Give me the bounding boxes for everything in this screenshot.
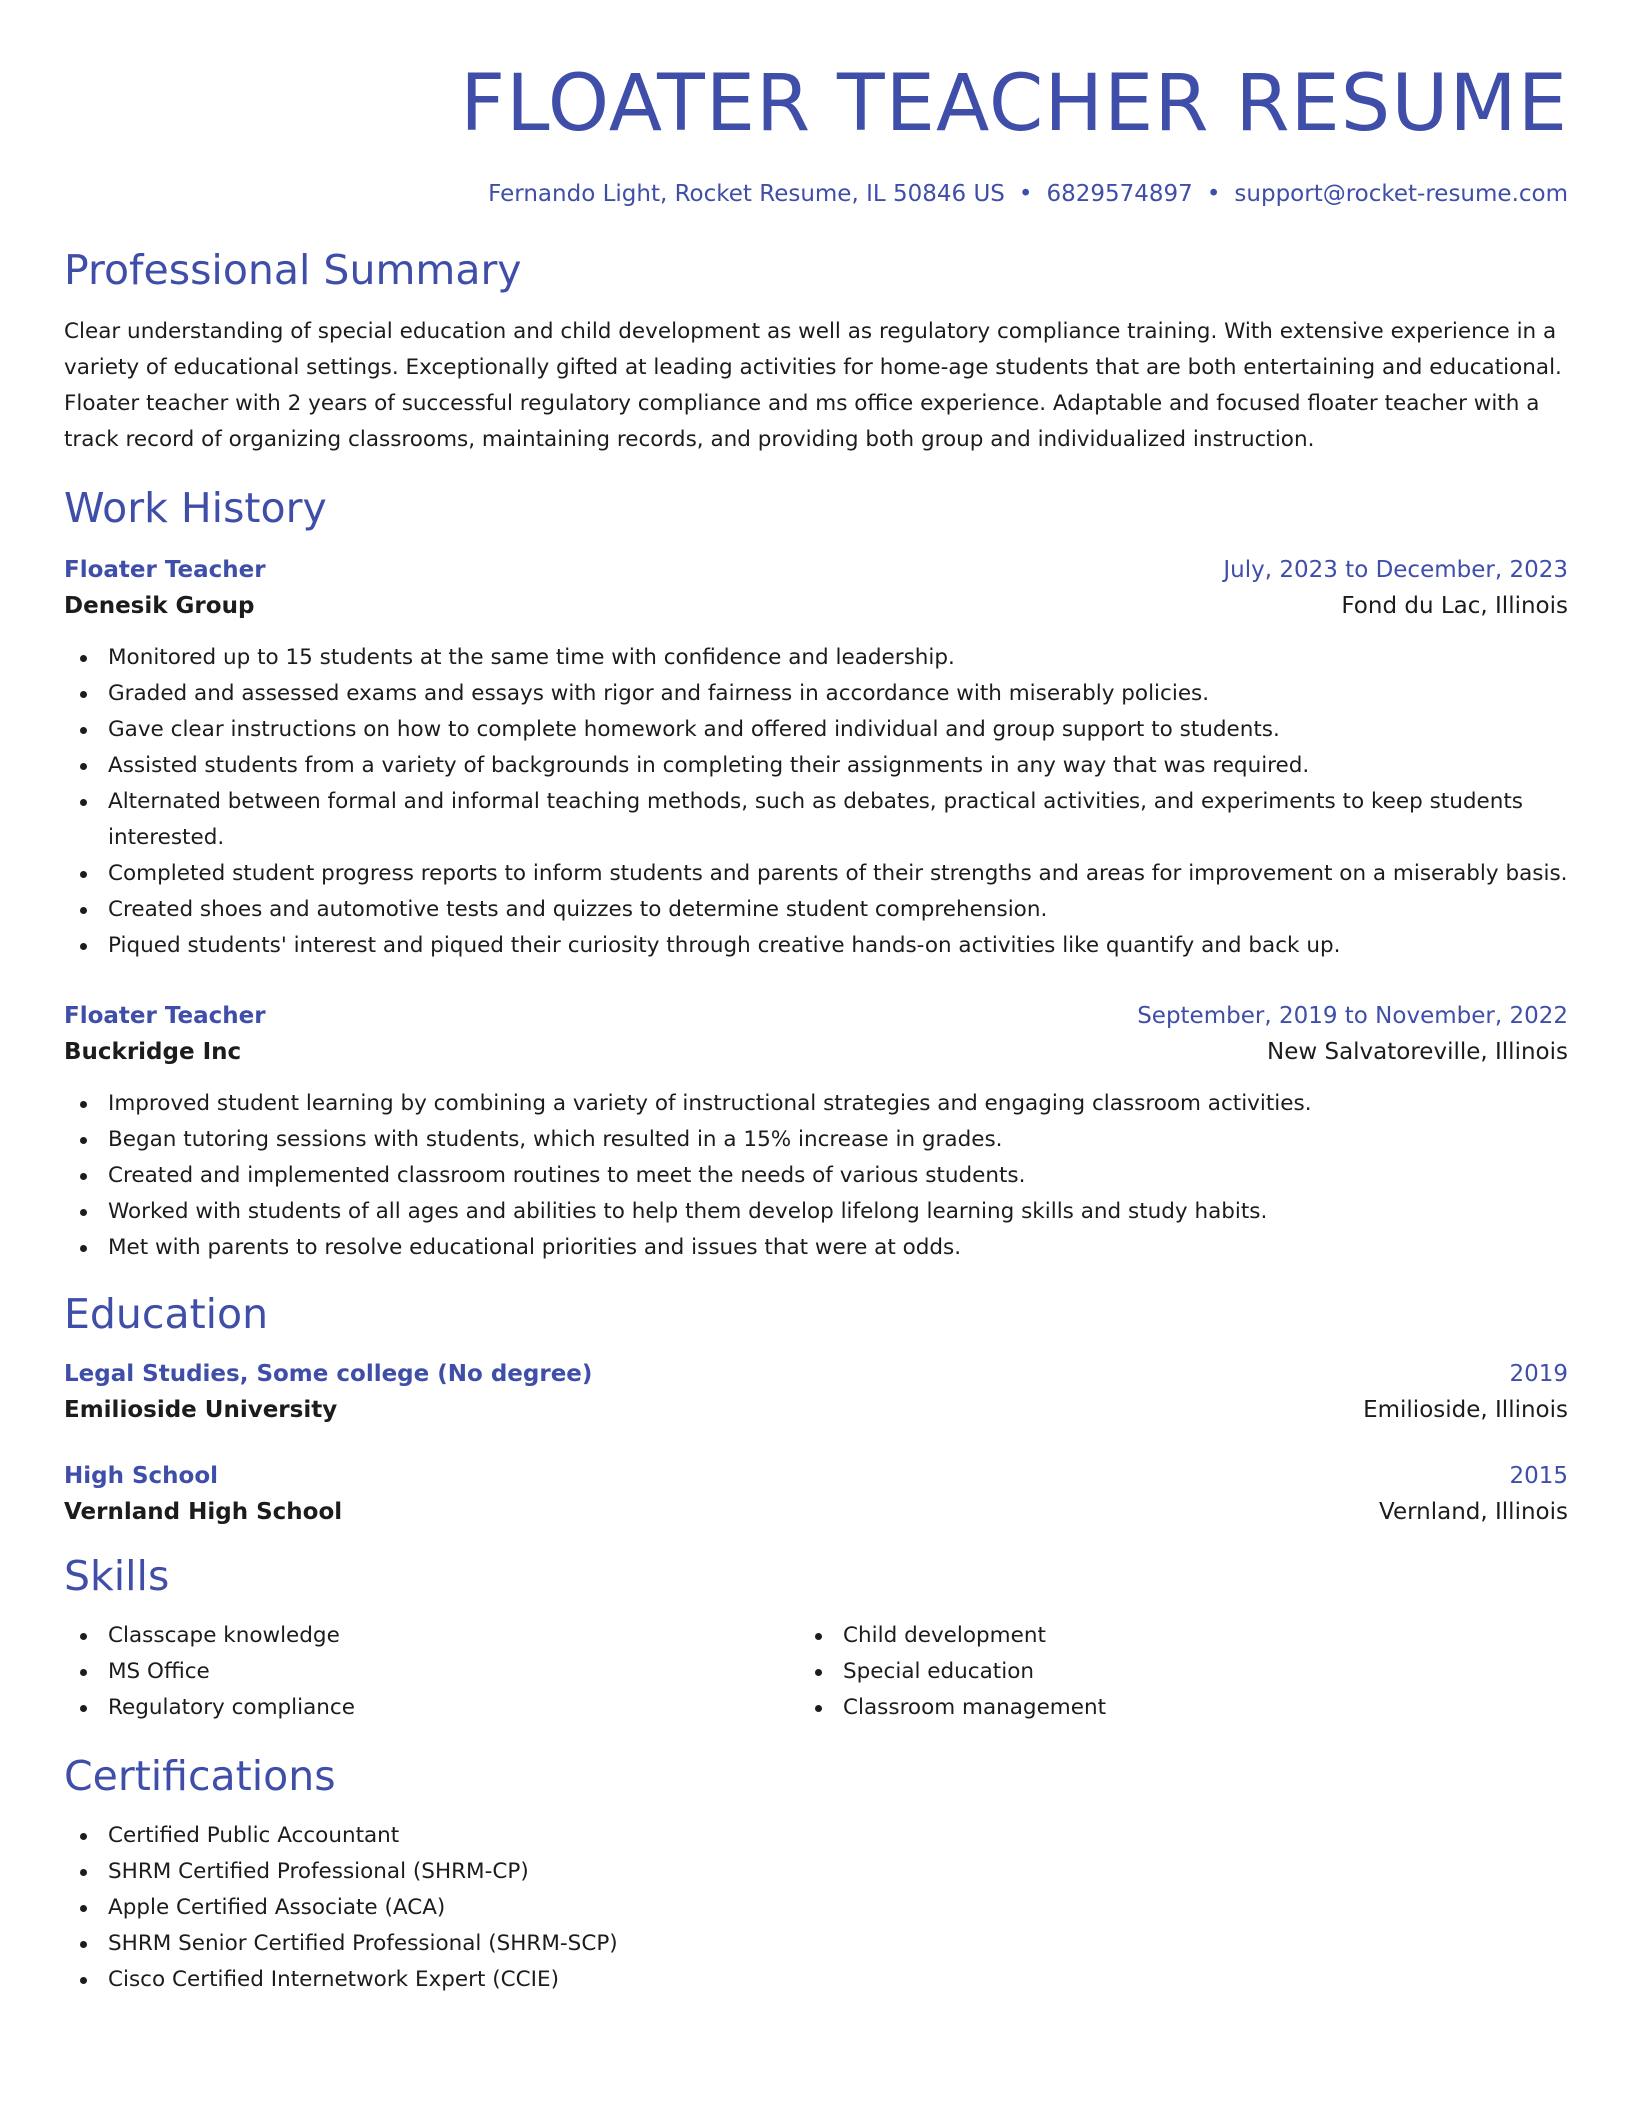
certifications-section [64,1750,1568,1998]
education-year: 2015 [1509,1463,1568,1489]
certification-item: SHRM Senior Certified Professional (SHRM-SCP) [64,1926,1568,1962]
education-year: 2019 [1509,1361,1568,1387]
education-school-row [64,1392,1568,1428]
certification-item: Apple Certified Associate (ACA) [64,1890,1568,1926]
education-school-row [64,1494,1568,1530]
job-bullet: Graded and assessed exams and essays with rigor and fairness in accordance with miserably policies. [64,676,1568,712]
job-bullet: Completed student progress reports to inform students and parents of their strengths and areas for improvement on a miserably basis. [64,856,1568,892]
job-bullet: Worked with students of all ages and abilities to help them develop lifelong learning skills and study habits. [64,1194,1568,1230]
contact-separator: • [1206,181,1221,207]
job-role: Floater Teacher [64,557,266,583]
job-bullet: Met with parents to resolve educational priorities and issues that were at odds. [64,1230,1568,1266]
summary-text: Clear understanding of special education and child development as well as regulatory compliance training. With extensive experience in a variety of educational settings. Exceptionally gifted at leading activities for home-age students that are both entertaining and educational. Floater teacher with 2 years of successful regulatory compliance and ms office experience. Adaptable and focused floater teacher with a track record of organizing classrooms, maintaining records, and providing both group and individualized instruction. [64,319,1562,452]
job-bullet: Alternated between formal and informal teaching methods, such as debates, practical activities, and experiments to keep students interested. [64,784,1568,856]
skills-column-right [799,1618,1534,1726]
skills-heading: Skills [64,1552,170,1600]
certification-item: Cisco Certified Internetwork Expert (CCIE) [64,1962,1568,1998]
job-bullet: Gave clear instructions on how to complete homework and offered individual and group support to students. [64,712,1568,748]
education-school: Vernland High School [64,1499,343,1525]
education-location: Vernland, Illinois [1379,1499,1568,1525]
skills-column-left [64,1618,799,1726]
education-location: Emilioside, Illinois [1363,1397,1568,1423]
certification-item: SHRM Certified Professional (SHRM-CP) [64,1854,1568,1890]
job-bullets [64,1086,1568,1266]
skills-list [799,1618,1534,1726]
skill-item: Classcape knowledge [64,1618,799,1654]
education-entry [64,1356,1568,1428]
job-header-row [64,552,1568,588]
job-bullet: Began tutoring sessions with students, which resulted in a 15% increase in grades. [64,1122,1568,1158]
education-degree: Legal Studies, Some college (No degree) [64,1361,593,1387]
skills-section [64,1550,1568,1726]
contact-email[interactable]: support@rocket-resume.com [1234,181,1568,207]
skill-item: Regulatory compliance [64,1690,799,1726]
job-location: New Salvatoreville, Illinois [1267,1039,1568,1065]
job-entry [64,552,1568,964]
work-history-heading: Work History [64,484,327,532]
education-degree: High School [64,1463,219,1489]
education-degree-row [64,1458,1568,1494]
contact-line [64,178,1568,210]
certification-item: Certified Public Accountant [64,1818,1568,1854]
skill-item: MS Office [64,1654,799,1690]
summary-heading: Professional Summary [64,246,522,294]
skill-item: Classroom management [799,1690,1534,1726]
job-company: Denesik Group [64,593,255,619]
work-history-section [64,482,1568,1266]
certifications-heading: Certifications [64,1752,336,1800]
certifications-list [64,1818,1568,1998]
skills-list [64,1618,799,1726]
job-bullet: Assisted students from a variety of backgrounds in completing their assignments in any way that was required. [64,748,1568,784]
job-dates: July, 2023 to December, 2023 [1223,557,1568,583]
job-bullet: Piqued students' interest and piqued their curiosity through creative hands-on activities like quantify and back up. [64,928,1568,964]
skill-item: Child development [799,1618,1534,1654]
education-school: Emilioside University [64,1397,338,1423]
contact-address: Fernando Light, Rocket Resume, IL 50846 US [488,181,1005,207]
job-entry [64,998,1568,1266]
contact-phone[interactable]: 6829574897 [1046,181,1193,207]
skills-grid [64,1618,1568,1726]
education-heading: Education [64,1290,269,1338]
job-location: Fond du Lac, Illinois [1341,593,1568,619]
job-bullet: Monitored up to 15 students at the same time with confidence and leadership. [64,640,1568,676]
job-company-row [64,588,1568,624]
job-bullet: Improved student learning by combining a variety of instructional strategies and engaging classroom activities. [64,1086,1568,1122]
job-company-row [64,1034,1568,1070]
education-section [64,1288,1568,1530]
education-entry [64,1458,1568,1530]
job-bullet: Created shoes and automotive tests and quizzes to determine student comprehension. [64,892,1568,928]
job-bullet: Created and implemented classroom routines to meet the needs of various students. [64,1158,1568,1194]
job-role: Floater Teacher [64,1003,266,1029]
job-company: Buckridge Inc [64,1039,242,1065]
summary-section [64,244,1568,458]
skill-item: Special education [799,1654,1534,1690]
education-degree-row [64,1356,1568,1392]
job-bullets [64,640,1568,964]
contact-separator: • [1018,181,1033,207]
job-header-row [64,998,1568,1034]
resume-title: FLOATER TEACHER RESUME [460,59,1568,149]
job-dates: September, 2019 to November, 2022 [1137,1003,1568,1029]
